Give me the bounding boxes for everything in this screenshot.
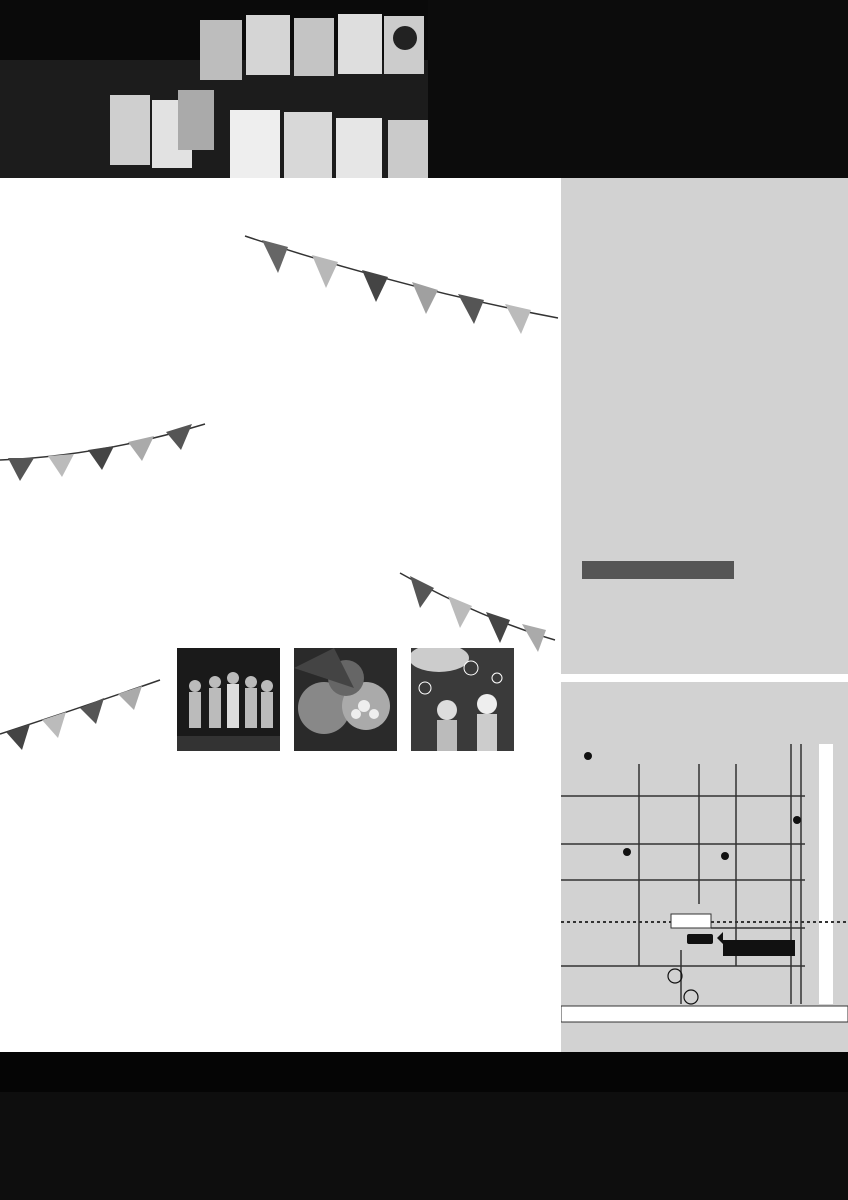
bottom-photo [0, 1052, 848, 1200]
photo-bubbooo [411, 648, 514, 751]
event-map [561, 704, 848, 1052]
top-photo [0, 0, 848, 178]
photo-ancgospel [177, 648, 280, 751]
panel-divider [561, 674, 848, 682]
inquiry-label [582, 561, 734, 579]
bunting-decoration [0, 178, 561, 1052]
photo-juunin-toiro [294, 648, 397, 751]
